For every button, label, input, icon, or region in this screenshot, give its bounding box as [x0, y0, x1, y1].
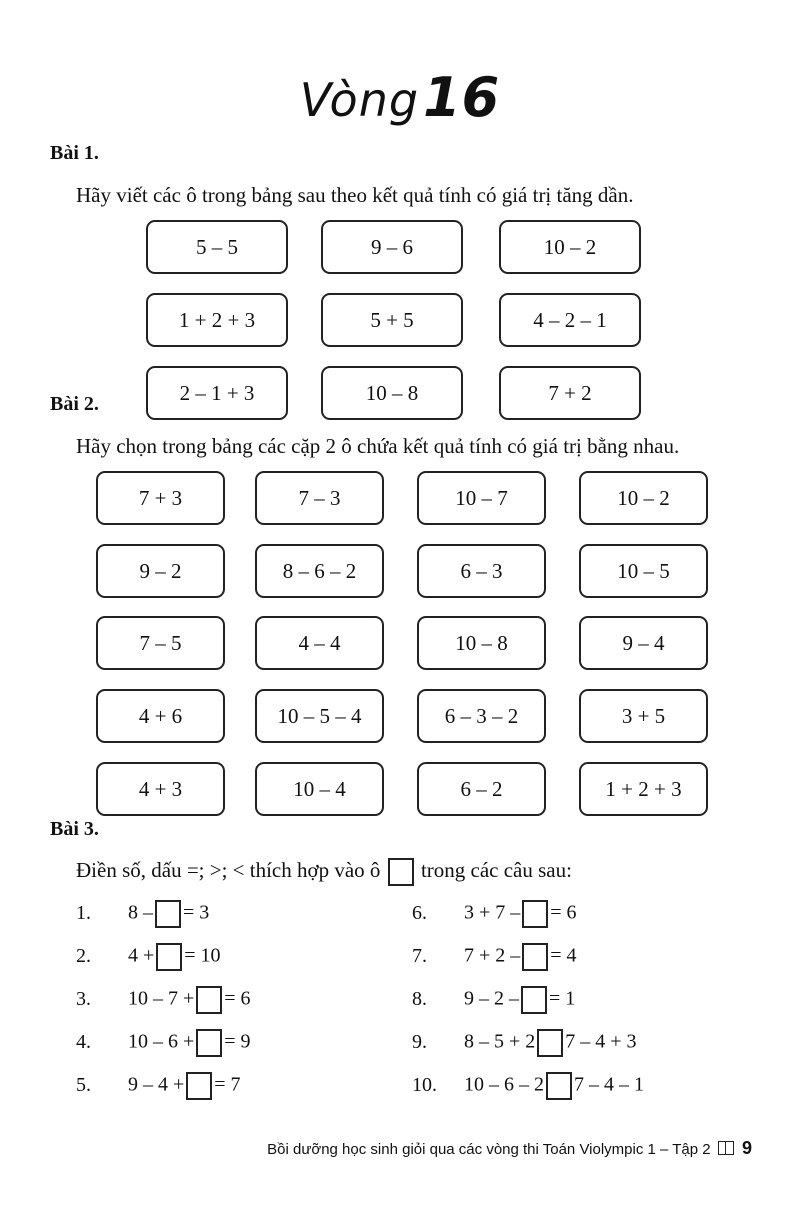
exercise-item — [76, 986, 251, 1014]
answer-input-box[interactable] — [196, 986, 222, 1014]
exercise-number: 6. — [412, 901, 427, 924]
title-number: 16 — [423, 66, 501, 129]
bai2-heading: Bài 2. — [50, 393, 99, 415]
exercise-expression-left: 9 – 4 + — [128, 1073, 185, 1096]
exercise-number: 4. — [76, 1030, 91, 1053]
exercise-item — [76, 1072, 241, 1100]
bai2-cell[interactable]: 10 – 5 – 4 — [255, 689, 384, 743]
bai3-instruction — [76, 858, 572, 886]
answer-input-box[interactable] — [186, 1072, 212, 1100]
exercise-item — [412, 1029, 637, 1057]
page-number: 9 — [741, 1138, 752, 1158]
exercise-expression-right: = 6 — [224, 987, 251, 1010]
exercise-expression-right: = 9 — [224, 1030, 251, 1053]
answer-input-box[interactable] — [546, 1072, 572, 1100]
bai2-cell[interactable]: 9 – 2 — [96, 544, 225, 598]
footer-text: Bồi dưỡng học sinh giỏi qua các vòng thi Toán Violympic 1 – Tập 2 — [267, 1141, 711, 1158]
answer-input-box[interactable] — [522, 943, 548, 971]
exercise-item — [412, 900, 577, 928]
exercise-expression-left: 7 + 2 – — [464, 944, 521, 967]
bai3-instruction-before: Điền số, dấu =; >; < thích hợp vào ô — [76, 858, 381, 882]
bai1-cell[interactable]: 5 – 5 — [146, 220, 288, 274]
bai1-cell[interactable]: 5 + 5 — [321, 293, 463, 347]
exercise-number: 9. — [412, 1030, 427, 1053]
answer-input-box[interactable] — [537, 1029, 563, 1057]
bai1-cell[interactable]: 4 – 2 – 1 — [499, 293, 641, 347]
answer-box-sample — [388, 858, 414, 886]
title-word: Vòng — [299, 73, 420, 127]
page-title — [0, 66, 800, 129]
bai1-cell[interactable]: 10 – 8 — [321, 366, 463, 420]
bai2-cell[interactable]: 6 – 3 — [417, 544, 546, 598]
exercise-expression-left: 3 + 7 – — [464, 901, 521, 924]
exercise-item — [76, 943, 221, 971]
exercise-expression-right: 7 – 4 + 3 — [565, 1030, 637, 1053]
bai1-instruction: Hãy viết các ô trong bảng sau theo kết quả tính có giá trị tăng dần. — [76, 183, 634, 207]
bai2-cell[interactable]: 1 + 2 + 3 — [579, 762, 708, 816]
bai3-heading: Bài 3. — [50, 818, 99, 840]
answer-input-box[interactable] — [156, 943, 182, 971]
exercise-expression-left: 10 – 7 + — [128, 987, 195, 1010]
bai2-cell[interactable]: 4 + 3 — [96, 762, 225, 816]
bai2-instruction: Hãy chọn trong bảng các cặp 2 ô chứa kết quả tính có giá trị bằng nhau. — [76, 434, 680, 458]
bai2-cell[interactable]: 10 – 8 — [417, 616, 546, 670]
bai2-cell[interactable]: 9 – 4 — [579, 616, 708, 670]
exercise-expression-right: = 1 — [549, 987, 576, 1010]
exercise-expression-left: 8 – — [128, 901, 153, 924]
exercise-number: 3. — [76, 987, 91, 1010]
exercise-item — [412, 1072, 644, 1100]
answer-input-box[interactable] — [521, 986, 547, 1014]
book-icon — [718, 1141, 734, 1155]
bai2-cell[interactable]: 6 – 3 – 2 — [417, 689, 546, 743]
exercise-number: 10. — [412, 1073, 437, 1096]
answer-input-box[interactable] — [155, 900, 181, 928]
exercise-expression-left: 10 – 6 + — [128, 1030, 195, 1053]
bai2-cell[interactable]: 10 – 7 — [417, 471, 546, 525]
bai2-cell[interactable]: 10 – 4 — [255, 762, 384, 816]
exercise-expression-left: 9 – 2 – — [464, 987, 519, 1010]
bai2-cell[interactable]: 7 – 5 — [96, 616, 225, 670]
bai2-cell[interactable]: 10 – 5 — [579, 544, 708, 598]
bai2-cell[interactable]: 3 + 5 — [579, 689, 708, 743]
exercise-expression-right: = 10 — [184, 944, 221, 967]
bai3-instruction-after: trong các câu sau: — [420, 858, 572, 882]
bai2-cell[interactable]: 8 – 6 – 2 — [255, 544, 384, 598]
bai2-cell[interactable]: 10 – 2 — [579, 471, 708, 525]
exercise-expression-left: 4 + — [128, 944, 155, 967]
exercise-expression-left: 10 – 6 – 2 — [464, 1073, 544, 1096]
exercise-item — [76, 900, 209, 928]
bai2-cell[interactable]: 4 + 6 — [96, 689, 225, 743]
bai1-heading: Bài 1. — [50, 142, 99, 164]
exercise-number: 2. — [76, 944, 91, 967]
bai2-cell[interactable]: 6 – 2 — [417, 762, 546, 816]
bai1-cell[interactable]: 10 – 2 — [499, 220, 641, 274]
exercise-number: 5. — [76, 1073, 91, 1096]
answer-input-box[interactable] — [196, 1029, 222, 1057]
bai2-cell[interactable]: 4 – 4 — [255, 616, 384, 670]
exercise-item — [412, 943, 577, 971]
bai2-cell[interactable]: 7 – 3 — [255, 471, 384, 525]
answer-input-box[interactable] — [522, 900, 548, 928]
exercise-expression-left: 8 – 5 + 2 — [464, 1030, 536, 1053]
bai1-cell[interactable]: 9 – 6 — [321, 220, 463, 274]
bai1-cell[interactable]: 1 + 2 + 3 — [146, 293, 288, 347]
exercise-number: 8. — [412, 987, 427, 1010]
bai1-cell[interactable]: 7 + 2 — [499, 366, 641, 420]
bai2-cell[interactable]: 7 + 3 — [96, 471, 225, 525]
exercise-expression-right: = 7 — [214, 1073, 241, 1096]
exercise-item — [412, 986, 575, 1014]
exercise-number: 1. — [76, 901, 91, 924]
exercise-expression-right: = 4 — [550, 944, 577, 967]
exercise-item — [76, 1029, 251, 1057]
exercise-expression-right: = 3 — [183, 901, 210, 924]
exercise-number: 7. — [412, 944, 427, 967]
bai1-cell[interactable]: 2 – 1 + 3 — [146, 366, 288, 420]
exercise-expression-right: = 6 — [550, 901, 577, 924]
exercise-expression-right: 7 – 4 – 1 — [574, 1073, 644, 1096]
page-footer — [267, 1138, 752, 1159]
